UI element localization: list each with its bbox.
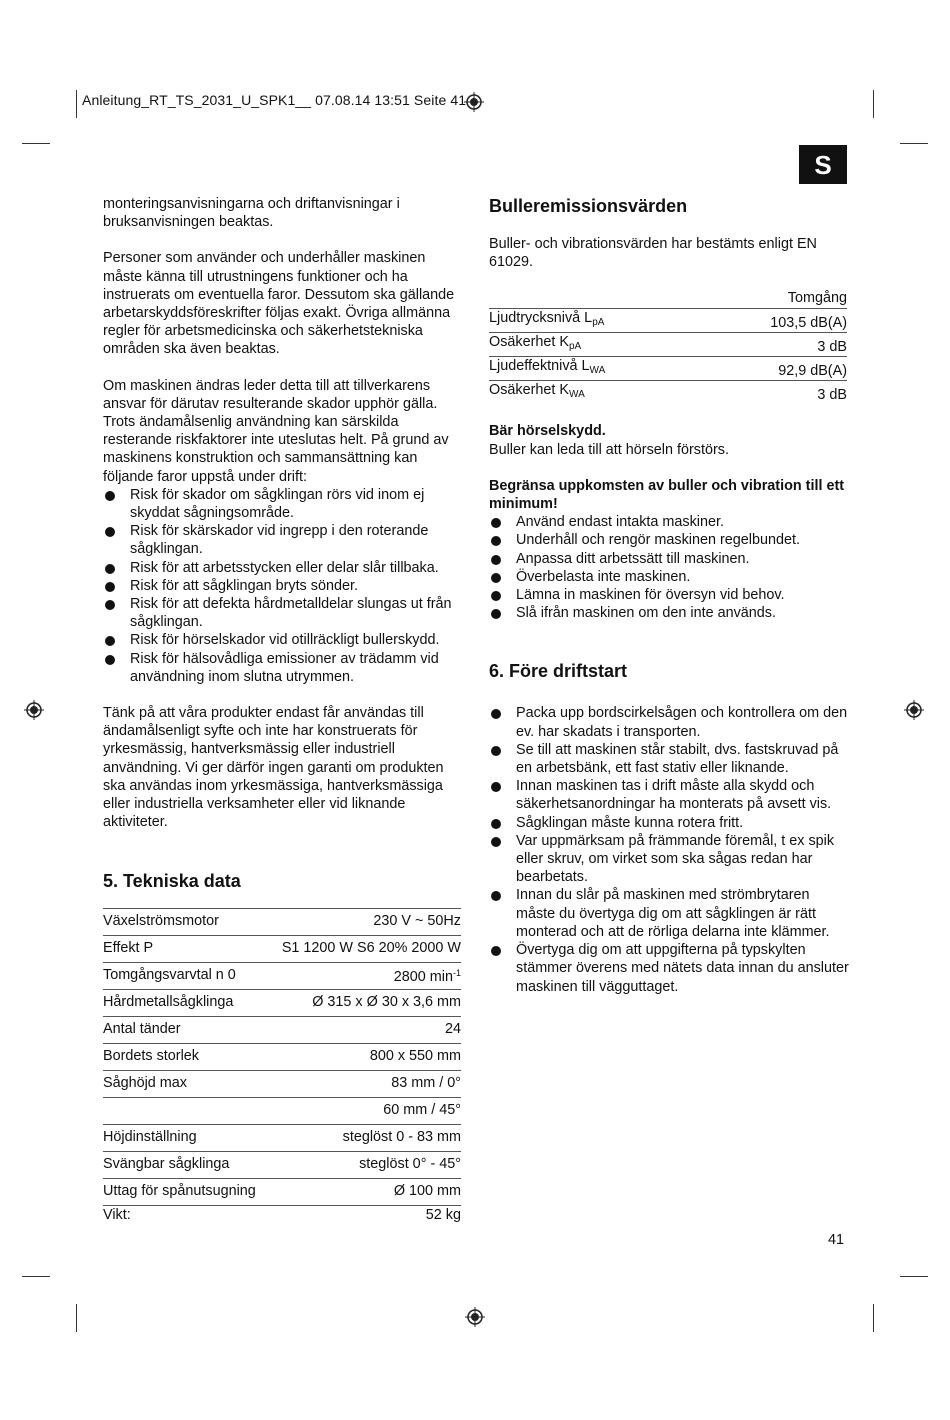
table-cell-label [103,1097,268,1124]
table-cell-label: Växelströmsmotor [103,908,268,935]
list-item: Sågklingan måste kunna rotera fritt. [489,814,849,832]
registration-mark-icon [464,92,484,112]
hearing-warning-text: Buller kan leda till att hörseln förstörs. [489,441,729,458]
table-row [489,357,847,381]
list-item: Risk för skador om sågklingan rörs vid inom ej skyddat sågningsområde. [103,486,463,522]
risk-list [103,486,463,686]
registration-mark-icon [465,1307,485,1327]
crop-mark [76,90,77,118]
value-text: 2800 min [393,969,453,986]
list-item: Risk för hörselskador vid otillräckligt bullerskydd. [103,631,463,649]
list-item: Innan du slår på maskinen med strömbrytaren måste du övertyga dig om att sågklingen är rätt monterad och att de rörliga delarna inte klämmer. [489,886,849,941]
table-row [103,1070,461,1097]
noise-table-header: Tomgång [787,290,847,307]
list-item: Innan maskinen tas i drift måste alla skydd och säkerhetsanordningar ha monterats på avsett vis. [489,777,849,813]
section-heading: 6. Före driftstart [489,661,628,682]
table-cell-value: 83 mm / 0° [268,1070,461,1097]
table-row [103,1178,461,1205]
table-cell-value: Ø 315 x Ø 30 x 3,6 mm [268,989,461,1016]
list-item: Slå ifrån maskinen om den inte används. [489,604,849,622]
list-item: Underhåll och rengör maskinen regelbundet. [489,531,849,549]
table-row [103,908,461,935]
label-text: Ljudeffektnivå L [489,358,590,375]
table-row [103,1205,461,1226]
crop-mark [22,143,50,144]
list-item: Var uppmärksam på främmande föremål, t ex spik eller skruv, om virket som ska sågas redan har bearbetats. [489,832,849,887]
table-cell-value: 52 kg [268,1205,461,1226]
table-cell-label [489,332,705,356]
registration-mark-icon [904,700,924,720]
paragraph: Personer som använder och underhåller maskinen måste känna till utrustningens funktioner och ha instruerats om eventuella faror. Dessutom ska gällande arbetarskyddsföreskrifter följas exakt. Övriga allmänna regler för arbetsmedicinska och säkerhetstekniska områden ska även beaktas. [103,250,455,358]
table-cell-value: 60 mm / 45° [268,1097,461,1124]
table-cell-value [268,962,461,989]
list-item: Använd endast intakta maskiner. [489,513,849,531]
label-text: Osäkerhet K [489,333,569,350]
table-cell-value: 3 dB [705,332,847,356]
table-cell-label: Bordets storlek [103,1043,268,1070]
table-cell-label: Svängbar sågklinga [103,1151,268,1178]
list-item: Risk för hälsovådliga emissioner av trädamm vid användning inom slutna utrymmen. [103,650,463,686]
table-cell-value: 103,5 dB(A) [705,308,847,332]
crop-mark [22,1276,50,1277]
section-heading: 5. Tekniska data [103,870,241,891]
list-item: Risk för att sågklingan bryts sönder. [103,577,463,595]
table-cell-label [489,357,705,381]
table-cell-value: steglöst 0 - 83 mm [268,1124,461,1151]
table-row [489,332,847,356]
noise-table [489,308,847,405]
print-header: Anleitung_RT_TS_2031_U_SPK1__ 07.08.14 13:51 Seite 41 [82,92,467,108]
table-row [103,1043,461,1070]
table-cell-label: Antal tänder [103,1016,268,1043]
label-subscript: pA [569,340,582,352]
list-item: Risk för att arbetsstycken eller delar slår tillbaka. [103,559,463,577]
list-item: Övertyga dig om att uppgifterna på typskylten stämmer överens med nätets data innan du ansluter maskinen till vägguttaget. [489,941,849,996]
section-heading: Bulleremissionsvärden [489,196,688,216]
table-cell-value: 800 x 550 mm [268,1043,461,1070]
table-cell-value: 3 dB [705,381,847,405]
table-cell-label: Vikt: [103,1205,268,1226]
table-cell-label [489,308,705,332]
crop-mark [873,1304,874,1332]
table-row [103,1097,461,1124]
crop-mark [900,1276,928,1277]
table-cell-value: S1 1200 W S6 20% 2000 W [268,935,461,962]
paragraph: Tänk på att våra produkter endast får användas till ändamålsenligt syfte och inte har konstruerats för yrkesmässig, hantverksmässig eller industriell användning. Vi ger därför ingen garanti om produkten ska användas inom yrkesmässiga, hantverksmässiga eller industriella verksamheter eller vid liknande aktiviteter. [103,705,444,831]
label-subscript: WA [569,389,585,401]
table-cell-label: Tomgångsvarvtal n 0 [103,962,268,989]
table-cell-value: 230 V ~ 50Hz [268,908,461,935]
list-item: Anpassa ditt arbetssätt till maskinen. [489,550,849,568]
table-cell-label: Uttag för spånutsugning [103,1178,268,1205]
table-row [103,935,461,962]
registration-mark-icon [24,700,44,720]
table-cell-value: 92,9 dB(A) [705,357,847,381]
table-cell-label [489,381,705,405]
language-tab: S [799,145,847,184]
table-cell-value: 24 [268,1016,461,1043]
table-row [103,962,461,989]
table-row [489,308,847,332]
startup-list [489,704,849,995]
paragraph: monteringsanvisningarna och driftanvisningar i bruksanvisningen beaktas. [103,196,400,231]
table-row [103,1151,461,1178]
crop-mark [76,1304,77,1332]
table-row [103,989,461,1016]
paragraph: Buller- och vibrationsvärden har bestämts enligt EN 61029. [489,236,817,271]
label-text: Osäkerhet K [489,382,569,399]
list-item: Se till att maskinen står stabilt, dvs. fastskruvad på en arbetsbänk, ett fast stativ eller liknande. [489,741,849,777]
table-cell-label: Såghöjd max [103,1070,268,1097]
table-cell-label: Hårdmetallsågklinga [103,989,268,1016]
crop-mark [873,90,874,118]
table-row [103,1016,461,1043]
list-item: Överbelasta inte maskinen. [489,568,849,586]
list-item: Packa upp bordscirkelsågen och kontrollera om den ev. har skadats i transporten. [489,704,849,740]
table-cell-value: steglöst 0° - 45° [268,1151,461,1178]
table-cell-label: Effekt P [103,935,268,962]
label-subscript: WA [589,365,606,377]
tech-data-table [103,908,461,1226]
left-column [103,195,463,1226]
paragraph: Om maskinen ändras leder detta till att tillverkarens ansvar för därutav resulterande skador upphör gälla. Trots ändamålsenlig användning kan särskilda resterande riskfaktorer inte uteslutas helt. På grund av maskinens konstruktion och sammansättning kan följande faror uppstå under drift: [103,377,449,485]
hearing-warning-title: Bär hörselskydd. [489,423,606,440]
noise-limit-list [489,513,849,622]
list-item: Risk för skärskador vid ingrepp i den roterande sågklingan. [103,522,463,558]
page-number: 41 [828,1232,845,1248]
table-row [489,381,847,405]
list-item: Risk för att defekta hårdmetalldelar slungas ut från sågklingan. [103,595,463,631]
list-item: Lämna in maskinen för översyn vid behov. [489,586,849,604]
value-exponent: -1 [452,968,461,979]
table-row [103,1124,461,1151]
noise-limit-title: Begränsa uppkomsten av buller och vibration till ett minimum! [489,477,845,513]
right-column [489,195,849,996]
table-cell-value: Ø 100 mm [268,1178,461,1205]
label-text: Ljudtrycksnivå L [489,309,593,326]
label-subscript: pA [592,316,605,328]
table-cell-label: Höjdinställning [103,1124,268,1151]
crop-mark [900,143,928,144]
